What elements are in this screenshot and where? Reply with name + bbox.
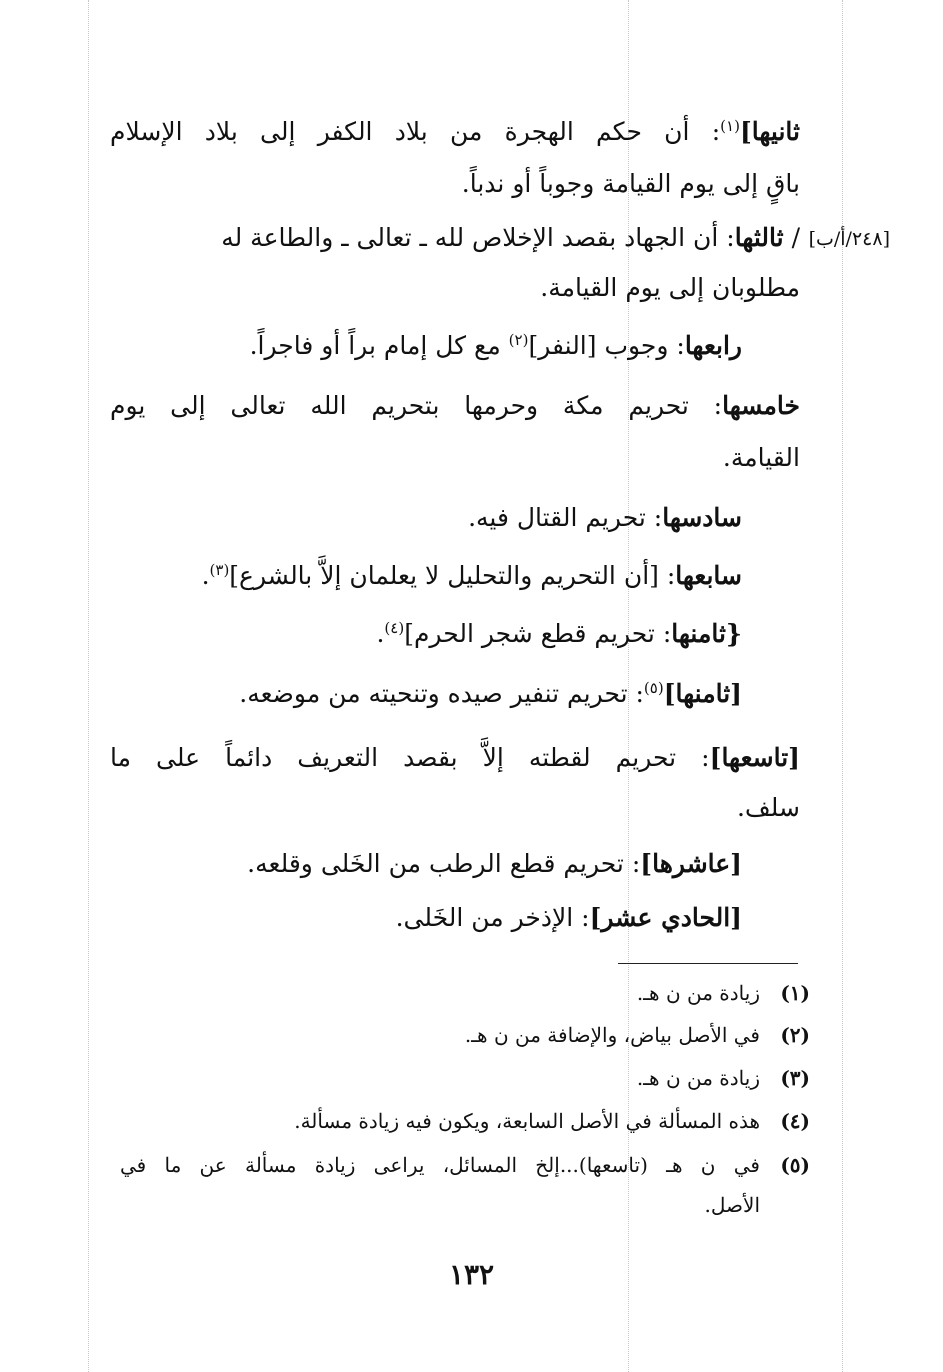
footnote-text: الأصل. (704, 1193, 760, 1217)
text-line (110, 676, 742, 712)
item-label: [عاشرها] (640, 849, 742, 878)
item-text: : تحريم قطع الرطب من الخَلى وقلعه. (247, 849, 641, 878)
item-text: : تحريم لقطته إلاَّ بقصد التعريف دائماً على ما (110, 743, 710, 772)
footnote-text: زيادة من ن هـ. (636, 1066, 760, 1090)
footnote (120, 1020, 810, 1050)
text-line (140, 220, 800, 256)
item-label: سابعها (675, 561, 742, 590)
footnote (120, 1106, 810, 1136)
item-text: القيامة. (722, 443, 800, 472)
margin-folio-reference: [٢٤٨/أ/ب] (808, 228, 890, 250)
item-label: [تاسعها] (709, 743, 800, 772)
footnote-number: (٤) (780, 1109, 810, 1133)
text-line (110, 846, 742, 882)
footnote (120, 1063, 810, 1093)
text-line (110, 500, 742, 536)
item-text: . (201, 561, 210, 590)
text-line (110, 900, 742, 936)
item-label: ثانيها] (739, 117, 800, 146)
item-text: مطلوبان إلى يوم القيامة. (540, 273, 800, 302)
footnote (120, 978, 810, 1008)
item-label: [ثامنها] (663, 679, 742, 708)
item-label: سادسها (662, 503, 742, 532)
page-number: ١٣٢ (448, 1258, 495, 1291)
footnote-marker: (٣) (209, 561, 230, 579)
item-label: {ثامنها (671, 619, 742, 648)
item-text: : تحريم القتال فيه. (468, 503, 663, 532)
text-line (110, 270, 800, 306)
footnote-marker: (٢) (508, 331, 529, 349)
footnote-continuation (120, 1190, 810, 1220)
item-text: : الإذخر من الخَلى. (395, 903, 590, 932)
text-line (110, 166, 800, 202)
footnote-text: في ن هـ (تاسعها)...إلخ المسائل، يراعى زيادة مسألة عن ما في (120, 1153, 760, 1177)
item-text: : أن الجهاد بقصد الإخلاص لله ـ تعالى ـ والطاعة له (221, 223, 735, 252)
item-label: رابعها (684, 331, 742, 360)
footnote-marker: (٤) (384, 619, 405, 637)
text-line (110, 114, 800, 150)
footnote (120, 1150, 810, 1180)
item-text: سلف. (736, 793, 800, 822)
text-line (110, 790, 800, 826)
footnote-number: (٢) (780, 1023, 810, 1047)
footnote-text: هذه المسألة في الأصل السابعة، ويكون فيه زيادة مسألة. (294, 1109, 760, 1133)
item-text: : تحريم قطع شجر الحرم] (404, 619, 672, 648)
footnote-number: (٣) (780, 1066, 810, 1090)
footnote-separator (618, 963, 798, 964)
text-line (110, 388, 800, 424)
item-text: : تحريم مكة وحرمها بتحريم الله تعالى إلى يوم (110, 391, 723, 420)
item-text: باقٍ إلى يوم القيامة وجوباً أو ندباً. (461, 169, 800, 198)
footnote-text: في الأصل بياض، والإضافة من ن هـ. (464, 1023, 760, 1047)
item-text: : تحريم تنفير صيده وتنحيته من موضعه. (239, 679, 644, 708)
text-line (110, 740, 800, 776)
item-text: : وجوب [النفر] (528, 331, 685, 360)
item-text: : [أن التحريم والتحليل لا يعلمان إلاَّ بالشرع] (229, 561, 676, 590)
footnote-number: (١) (780, 981, 810, 1005)
scan-guide-line (88, 0, 89, 1372)
item-text: مع كل إمام براً أو فاجراً. (249, 331, 509, 360)
scan-guide-line (842, 0, 843, 1372)
item-label: خامسها (722, 391, 800, 420)
footnote-marker: (١) (720, 117, 740, 135)
text-line (110, 328, 742, 364)
footnote-text: زيادة من ن هـ. (636, 981, 760, 1005)
item-label: ثالثها (734, 223, 784, 252)
item-text: : أن حكم الهجرة من بلاد الكفر إلى بلاد الإسلام (110, 117, 721, 146)
item-label: [الحادي عشر] (589, 903, 742, 932)
item-text: . (376, 619, 385, 648)
text-line (110, 440, 800, 476)
text-line (110, 616, 742, 652)
folio-slash: / (783, 223, 800, 252)
text-line (110, 558, 742, 594)
footnote-marker: (٥) (643, 679, 664, 697)
footnote-number: (٥) (780, 1153, 810, 1177)
